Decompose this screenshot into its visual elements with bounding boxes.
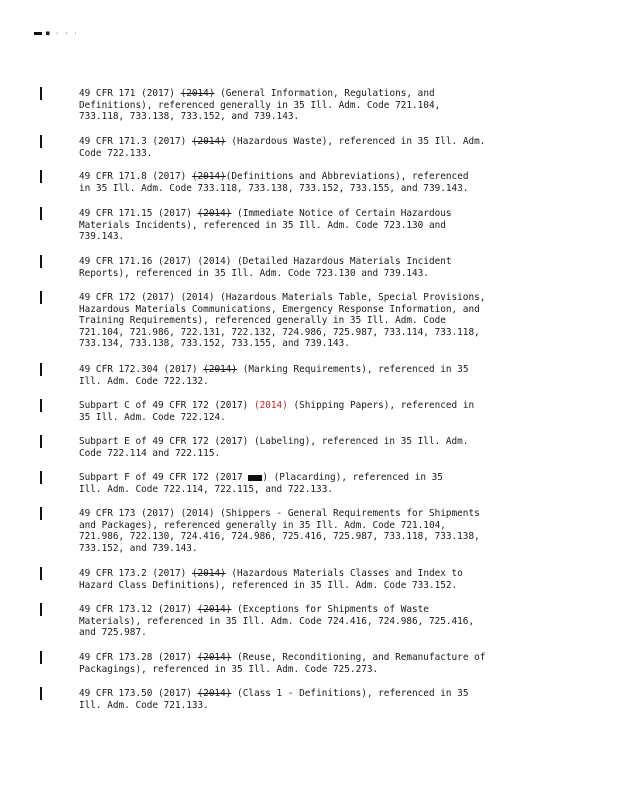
citation-line <box>79 508 549 520</box>
struck-text: (2014) <box>197 604 232 615</box>
citation-text: 721.986, 722.130, 724.416, 724.986, 725.416, 725.987, 733.118, 733.138, <box>79 531 480 542</box>
citation-text: (Hazardous Waste), referenced in 35 Ill. Adm. <box>225 136 486 147</box>
citation-line <box>79 580 549 592</box>
citation-text: 49 CFR 173.28 (2017) <box>79 652 198 663</box>
citation-line <box>79 220 549 232</box>
citation-text: (Immediate Notice of Certain Hazardous <box>231 208 452 219</box>
citation-entry <box>79 364 549 387</box>
change-bar <box>40 507 42 520</box>
change-bar <box>40 135 42 148</box>
citation-text: (Definitions and Abbreviations), referenced <box>225 171 469 182</box>
change-bar <box>40 471 42 484</box>
citation-text: Ill. Adm. Code 722.132. <box>79 375 209 387</box>
citation-text: 49 CFR 173.2 (2017) <box>79 568 192 579</box>
struck-text: (2014) <box>191 568 226 579</box>
citation-text: Code 722.133. <box>79 147 153 159</box>
struck-text: (2014) <box>197 652 232 663</box>
citation-line <box>79 183 549 195</box>
citation-entry <box>79 508 549 554</box>
citation-line <box>79 531 549 543</box>
citation-text: 733.134, 733.138, 733.152, 733.155, and 739.143. <box>79 338 350 349</box>
citation-line <box>79 100 549 112</box>
citation-text: Definitions), referenced generally in 35 Ill. Adm. Code 721.104, <box>79 99 441 111</box>
change-bar <box>40 255 42 268</box>
struck-text: (2014) <box>191 171 226 182</box>
citation-text: Materials Incidents), referenced in 35 Ill. Adm. Code 723.130 and <box>79 219 446 231</box>
change-bar <box>40 207 42 220</box>
citation-entry <box>79 652 549 675</box>
citation-line <box>79 364 549 376</box>
citation-line <box>79 436 549 448</box>
citation-line <box>79 171 549 183</box>
citation-text: 35 Ill. Adm. Code 722.124. <box>79 411 226 423</box>
citation-line <box>79 338 549 350</box>
citation-text: Hazardous Materials Communications, Emergency Response Information, and <box>79 303 480 315</box>
citation-text: in 35 Ill. Adm. Code 733.118, 733.138, 733.152, 733.155, and 739.143. <box>79 182 469 194</box>
citation-line <box>79 304 549 316</box>
citation-line <box>79 208 549 220</box>
citation-line <box>79 412 549 424</box>
citation-text: Code 722.114 and 722.115. <box>79 447 221 459</box>
change-bar <box>40 170 42 183</box>
citation-line <box>79 148 549 160</box>
citation-line <box>79 315 549 327</box>
change-bar <box>40 567 42 580</box>
citation-line <box>79 111 549 123</box>
citation-entry <box>79 568 549 591</box>
struck-text: (2014) <box>191 136 226 147</box>
citation-text: Ill. Adm. Code 721.133. <box>79 699 209 711</box>
citation-text: and Packages), referenced generally in 35 Ill. Adm. Code 721.104, <box>79 519 446 531</box>
citation-line <box>79 664 549 676</box>
highlighted-text: (2014) <box>253 400 288 411</box>
change-bar <box>40 603 42 616</box>
citation-line <box>79 327 549 339</box>
citation-line <box>79 627 549 639</box>
citation-entry <box>79 604 549 639</box>
header-mark-text: ■ · · · <box>46 30 79 37</box>
citation-text: 49 CFR 173 (2017) (2014) (Shippers - General Requirements for Shipments <box>79 508 480 519</box>
citation-text: (Reuse, Reconditioning, and Remanufacture of <box>231 652 486 663</box>
struck-text: (2014) <box>197 688 232 699</box>
change-bar <box>40 399 42 412</box>
citation-text: Ill. Adm. Code 722.114, 722.115, and 722.133. <box>79 483 333 495</box>
citation-text: (Class 1 - Definitions), referenced in 35 <box>231 688 469 699</box>
citation-line <box>79 231 549 243</box>
citation-text: 49 CFR 171.16 (2017) (2014) (Detailed Hazardous Materials Incident <box>79 256 452 267</box>
change-bar <box>40 651 42 664</box>
citation-entry <box>79 472 549 495</box>
citation-line <box>79 472 549 484</box>
citation-text: 49 CFR 173.12 (2017) <box>79 604 198 615</box>
redaction-block <box>248 475 262 481</box>
citation-line <box>79 652 549 664</box>
citation-text: ) (Placarding), referenced in 35 <box>262 472 443 483</box>
citation-text: Materials), referenced in 35 Ill. Adm. Code 724.416, 724.986, 725.416, <box>79 615 475 627</box>
citation-entry <box>79 256 549 279</box>
citation-text: and 725.987. <box>79 627 147 638</box>
struck-text: (2014) <box>197 208 232 219</box>
citation-text: 49 CFR 172.304 (2017) <box>79 364 204 375</box>
citation-line <box>79 484 549 496</box>
citation-text: 721.104, 721.986, 722.131, 722.132, 724.986, 725.987, 733.114, 733.118, <box>79 326 480 338</box>
citation-text: (Exceptions for Shipments of Waste <box>231 604 429 615</box>
citation-text: Reports), referenced in 35 Ill. Adm. Code 723.130 and 739.143. <box>79 267 429 279</box>
change-bar <box>40 291 42 304</box>
citation-text: (General Information, Regulations, and <box>214 88 435 99</box>
citation-text: 733.152, and 739.143. <box>79 542 198 554</box>
citation-line <box>79 568 549 580</box>
citation-entry <box>79 292 549 350</box>
citation-line <box>79 520 549 532</box>
citation-line <box>79 448 549 460</box>
change-bar <box>40 435 42 448</box>
citation-entry <box>79 400 549 423</box>
citation-line <box>79 616 549 628</box>
struck-text: (2014) <box>203 364 238 375</box>
citation-line <box>79 268 549 280</box>
citation-text: Packagings), referenced in 35 Ill. Adm. Code 725.273. <box>79 663 379 675</box>
citation-text: 739.143. <box>79 231 125 242</box>
citation-line <box>79 136 549 148</box>
citation-text: 49 CFR 171.8 (2017) <box>79 171 192 182</box>
citation-text: 49 CFR 171.15 (2017) <box>79 208 198 219</box>
citation-line <box>79 700 549 712</box>
redaction-block <box>34 32 42 35</box>
citation-line <box>79 400 549 412</box>
citation-text: Hazard Class Definitions), referenced in 35 Ill. Adm. Code 733.152. <box>79 579 458 591</box>
citation-text: 49 CFR 171.3 (2017) <box>79 136 192 147</box>
citation-line <box>79 292 549 304</box>
citation-text: (Marking Requirements), referenced in 35 <box>237 364 469 375</box>
citation-text: 49 CFR 171 (2017) <box>79 88 181 99</box>
change-bar <box>40 87 42 100</box>
change-bar <box>40 363 42 376</box>
citation-line <box>79 688 549 700</box>
citation-line <box>79 88 549 100</box>
citation-text: 733.118, 733.138, 733.152, and 739.143. <box>79 111 300 122</box>
citation-entry <box>79 88 549 123</box>
citation-entry <box>79 436 549 459</box>
citation-line <box>79 376 549 388</box>
citation-text: (Hazardous Materials Classes and Index to <box>225 568 463 579</box>
citation-entry <box>79 171 549 194</box>
citation-text: Subpart F of 49 CFR 172 (2017 <box>79 472 249 483</box>
citation-text: Training Requirements), referenced generally in 35 Ill. Adm. Code <box>79 315 446 326</box>
citation-text: Subpart E of 49 CFR 172 (2017) (Labeling), referenced in 35 Ill. Adm. <box>79 436 469 447</box>
citation-line <box>79 543 549 555</box>
citation-entry <box>79 208 549 243</box>
citation-text: (Shipping Papers), referenced in <box>287 400 475 411</box>
citation-line <box>79 256 549 268</box>
citation-text: 49 CFR 172 (2017) (2014) (Hazardous Materials Table, Special Provisions, <box>79 292 486 303</box>
citation-text: 49 CFR 173.50 (2017) <box>79 688 198 699</box>
citation-line <box>79 604 549 616</box>
citation-entry <box>79 688 549 711</box>
citation-entry <box>79 136 549 159</box>
change-bar <box>40 687 42 700</box>
page-header-mark <box>34 30 78 37</box>
citation-text: Subpart C of 49 CFR 172 (2017) <box>79 400 254 411</box>
struck-text: (2014) <box>180 88 215 99</box>
